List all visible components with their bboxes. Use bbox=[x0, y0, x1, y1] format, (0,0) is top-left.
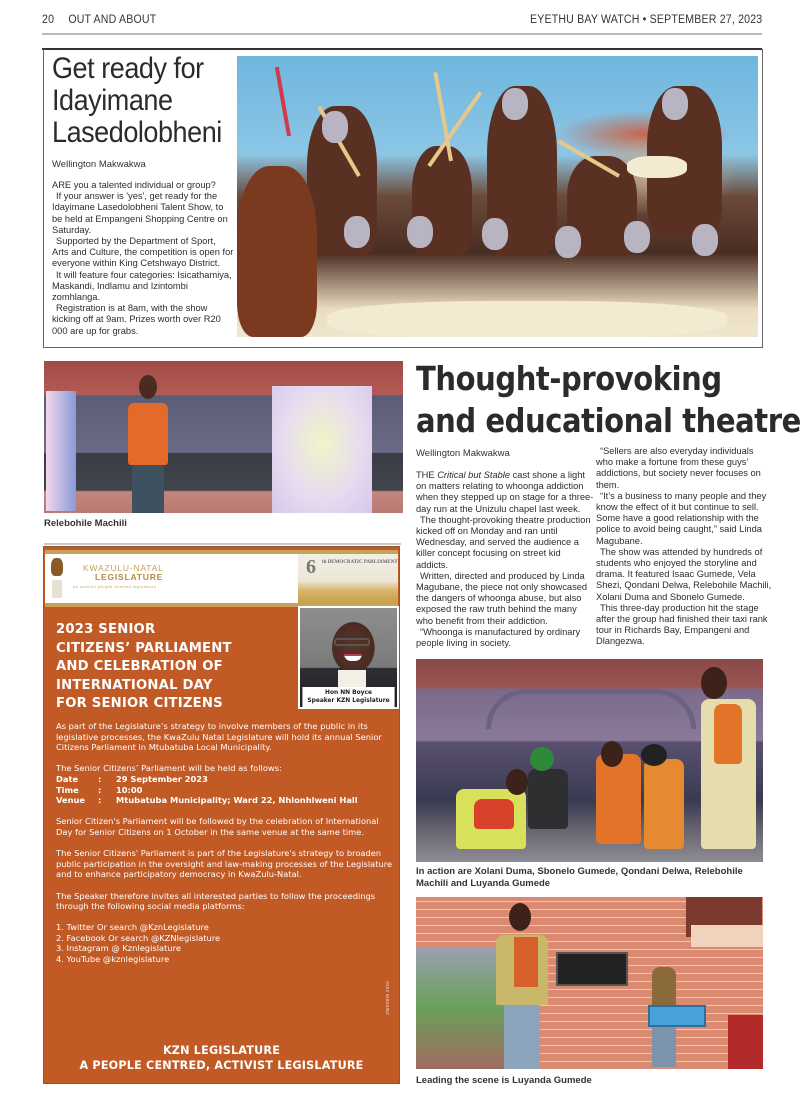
title-line: AND CELEBRATION OF bbox=[56, 659, 223, 675]
paragraph: “Sellers are also everyday individuals who make a fortune from these guys’ addictions, but society never focuses on them. bbox=[596, 446, 761, 490]
paragraph: Written, directed and produced by Linda Magubane, the piece not only showcased the dangers of whoonga abuse, but also exposed the raw truth behind the many who benefit from their addiction. bbox=[416, 570, 588, 626]
page-header-left bbox=[42, 14, 156, 26]
paragraph: This three-day production hit the stage after the group had finished their taxi rank tour in Richards Bay, Empangeni and Dlangezwa. bbox=[596, 602, 768, 647]
advert-purpose: The Senior Citizens' Parliament is part of the Legislature's strategy to broaden public participation in the oversight and law-making processes of the Legislature and to enhance participatory democracy in KwaZulu-Natal. bbox=[56, 848, 393, 880]
theatre-byline: Wellington Makwakwa bbox=[416, 448, 510, 459]
advert-body bbox=[56, 721, 394, 965]
title-line: FOR SENIOR CITIZENS bbox=[56, 696, 223, 712]
top-story-byline: Wellington Makwakwa bbox=[52, 159, 146, 170]
smile-shape bbox=[344, 654, 362, 661]
theatre-column-left bbox=[416, 470, 594, 649]
paragraph: ARE you a talented individual or group? bbox=[52, 180, 216, 190]
footer-line: KZN LEGISLATURE bbox=[162, 1044, 281, 1057]
social-youtube: 4. YouTube @kznlegislature bbox=[56, 954, 170, 965]
org-name-line1: KWAZULU-NATAL bbox=[83, 563, 164, 573]
schedule-row-venue: Venue : Mtubatuba Municipality; Ward 22, Nhlonhlweni Hall bbox=[56, 795, 358, 806]
advert-title bbox=[56, 621, 232, 714]
page-header bbox=[42, 14, 762, 32]
parliament-number: 6 bbox=[306, 556, 316, 578]
lead-paragraph: THE Critical but Stable cast shone a light on matters relating to whoonga addiction when they stepped up on stage for a three-day run at the Unizulu chapel last week. bbox=[416, 470, 594, 514]
play-title: Critical but Stable bbox=[437, 470, 511, 480]
advert-footer bbox=[44, 1043, 399, 1073]
collar-shape bbox=[338, 670, 366, 688]
paragraph: The thought-provoking theatre production kicked off on Monday and ran until Wednesday, and served the audience a killer concept focusing on street kid addicts. bbox=[416, 514, 591, 570]
title-line: INTERNATIONAL DAY bbox=[56, 677, 213, 693]
paragraph: It will feature four categories: Isicathamiya, Maskandi, Indlamu and Izintombi zomhlanga. bbox=[52, 269, 232, 303]
paragraph: Supported by the Department of Sport, Arts and Culture, the competition is open for everyone within King Cetshwayo District. bbox=[52, 236, 234, 269]
social-twitter: 1. Twitter Or search @KznLegislature bbox=[56, 922, 209, 933]
top-story-headline: Get ready for Idayimane Lasedolobheni bbox=[52, 52, 222, 149]
org-tagline: an activist people centred legislature bbox=[73, 584, 157, 589]
page-number: 20 bbox=[42, 14, 55, 26]
speaker-photo bbox=[298, 606, 399, 709]
paragraph: The show was attended by hundreds of students who enjoyed the storyline and drama. It featured Isaac Gumede, Vela Shezi, Qondani Delwa, Relebohile Machili, Xolani Duma and Sbonelo Gumede. bbox=[596, 546, 772, 602]
cast-in-action-caption: In action are Xolani Duma, Sbonelo Gumede, Qondani Delwa, Relebohile Machili and Luyanda Gumede bbox=[416, 866, 743, 889]
theatre-headline: Thought-provoking and educational theatre bbox=[416, 359, 801, 440]
schedule-row-date: Date : 29 September 2023 bbox=[56, 773, 208, 784]
schedule-row-time: Time : 10:00 bbox=[56, 784, 143, 795]
sixth-parliament-logo bbox=[298, 554, 398, 603]
advert-banner bbox=[45, 550, 398, 607]
legislature-logo-icon bbox=[49, 558, 65, 600]
section-name: OUT AND ABOUT bbox=[68, 14, 157, 26]
footer-line: A PEOPLE CENTRED, ACTIVIST LEGISLATURE bbox=[79, 1059, 364, 1072]
luyanda-lead-photo bbox=[416, 897, 763, 1069]
header-rule bbox=[42, 33, 762, 35]
glasses-shape bbox=[334, 638, 370, 646]
legislature-advert bbox=[43, 546, 400, 1084]
cast-in-action-photo bbox=[416, 659, 763, 862]
theatre-column-right bbox=[596, 446, 772, 648]
relebohile-caption: Relebohile Machili bbox=[44, 518, 127, 529]
schedule-intro: The Senior Citizens’ Parliament will be held as follows: bbox=[56, 763, 282, 774]
advert-code: ZWE08W 2828 bbox=[385, 981, 390, 1015]
speaker-name: Hon NN Boyce bbox=[325, 689, 372, 696]
paragraph: Registration is at 8am, with the show kicking off at 9am. Prizes worth over R20 000 are up for grabs. bbox=[52, 303, 221, 336]
speaker-caption bbox=[302, 687, 394, 707]
publication-date: EYETHU BAY WATCH • SEPTEMBER 27, 2023 bbox=[529, 14, 763, 26]
title-line: 2023 SENIOR bbox=[56, 622, 156, 637]
title-line: CITIZENS’ PARLIAMENT bbox=[56, 640, 232, 656]
paragraph: “It’s a business to many people and they know the effect of it but continue to sell. Some have a good relationship with the police to avoid being caught,” said Linda Magubane. bbox=[596, 490, 767, 546]
social-instagram: 3. Instagram @ Kznlegislature bbox=[56, 943, 181, 954]
relebohile-photo bbox=[44, 361, 403, 513]
advert-rule bbox=[44, 543, 401, 545]
dancers-photo bbox=[237, 56, 758, 337]
social-media-list bbox=[56, 922, 394, 964]
advert-followup: Senior Citizen's Parliament will be followed by the celebration of International Day for Senior Citizens on 1 October in the same venue at the same time. bbox=[56, 816, 379, 837]
advert-intro: As part of the Legislature’s strategy to involve members of the public in its legislative processes, the KwaZulu Natal Legislature will hold its annual Senior Citizens Parliament in Mtubatuba Local Municipality. bbox=[56, 721, 382, 753]
speaker-title: Speaker KZN Legislature bbox=[307, 697, 390, 704]
paragraph: If your answer is 'yes', get ready for the Idayimane Lasedolobheni Talent Show, to be held at Empangeni Shopping Centre on Saturday. bbox=[52, 191, 228, 235]
top-story-body bbox=[52, 180, 234, 337]
org-name-line2: LEGISLATURE bbox=[95, 572, 164, 582]
parliament-label: th DEMOCRATIC PARLIAMENT bbox=[322, 560, 398, 565]
luyanda-lead-caption: Leading the scene is Luyanda Gumede bbox=[416, 1075, 592, 1086]
advert-invite: The Speaker therefore invites all interested parties to follow the proceedings through the following social media platforms: bbox=[56, 890, 376, 912]
social-facebook: 2. Facebook Or search @KZNlegislature bbox=[56, 932, 221, 943]
paragraph: “Whoonga is manufactured by ordinary people living in society. bbox=[416, 626, 581, 649]
